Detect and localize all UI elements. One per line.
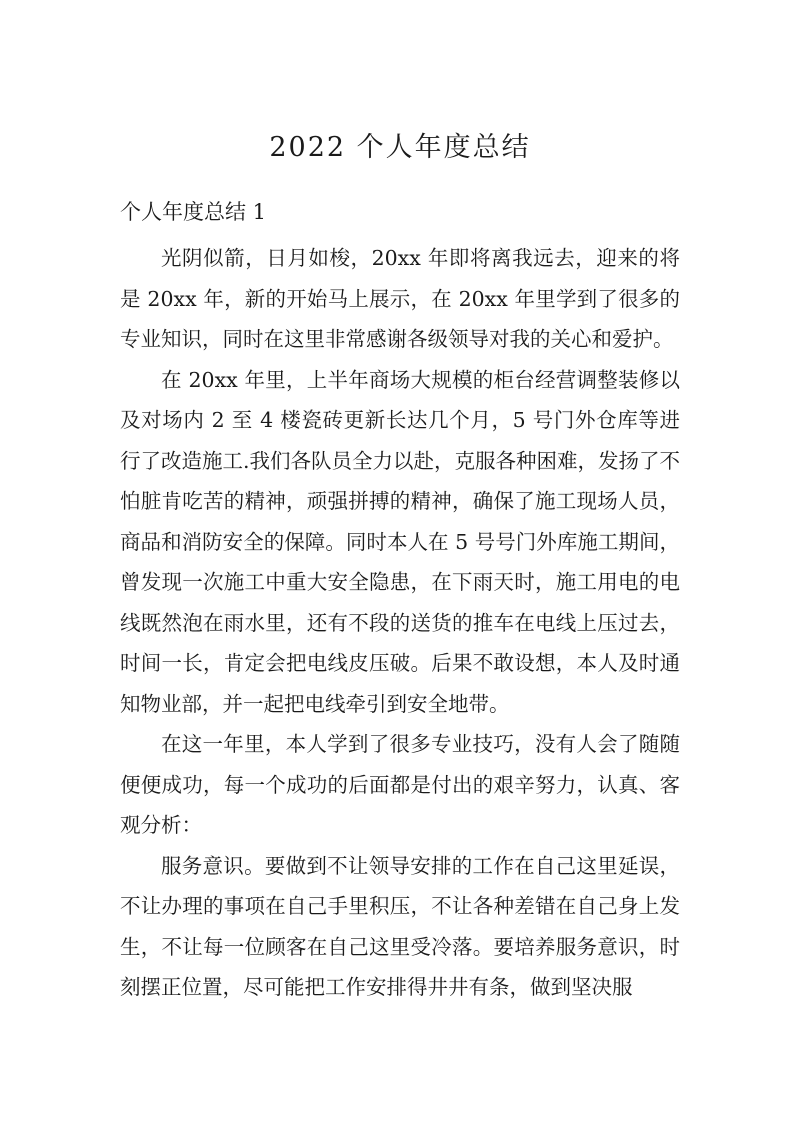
paragraph: 光阴似箭，日月如梭，20xx 年即将离我远去，迎来的将是 20xx 年，新的开始马上展示，在 20xx 年里学到了很多的专业知识，同时在这里非常感谢各级领导对我的关心和爱护。 [120,246,680,351]
section-heading: 个人年度总结 1 [120,200,267,224]
document-body [120,238,680,1008]
paragraph: 在 20xx 年里，上半年商场大规模的柜台经营调整装修以及对场内 2 至 4 楼瓷砖更新长达几个月，5 号门外仓库等进行了改造施工.我们各队员全力以赴，克服各种困难，发扬了不怕脏肯吃苦的精神，顽强拼搏的精神，确保了施工现场人员，商品和消防安全的保障。同时本人在 5 号号门外库施工期间，曾发现一次施工中重大安全隐患，在下雨天时，施工用电的电线既然泡在雨水里，还有不段的送货的推车在电线上压过去，时间一长，肯定会把电线皮压破。后果不敢设想，本人及时通知物业部，并一起把电线牵引到安全地带。 [120,367,681,716]
paragraph: 服务意识。要做到不让领导安排的工作在自己这里延误，不让办理的事项在自己手里积压，不让各种差错在自己身上发生，不让每一位顾客在自己这里受冷落。要培养服务意识，时刻摆正位置，尽可能把工作安排得井井有条，做到坚决服 [120,853,680,999]
document-title: 2022 个人年度总结 [269,132,531,163]
paragraph: 在这一年里，本人学到了很多专业技巧，没有人会了随随便便成功，每一个成功的后面都是付出的艰辛努力，认真、客观分析： [120,732,680,837]
